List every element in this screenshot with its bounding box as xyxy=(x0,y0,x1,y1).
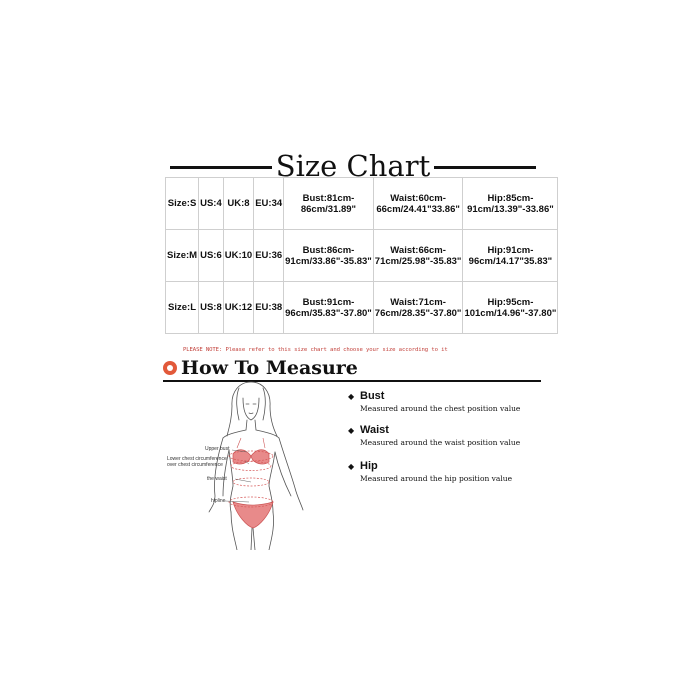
us-size-cell: US:4 xyxy=(199,178,224,230)
diamond-bullet-icon: ◆ xyxy=(348,392,355,401)
bust-cell: Bust:81cm-86cm/31.89" xyxy=(284,178,374,230)
uk-size-cell: UK:12 xyxy=(223,282,253,334)
uk-size-cell: UK:10 xyxy=(223,230,253,282)
hip-description: Measured around the hip position value xyxy=(360,474,513,483)
diamond-bullet-icon: ◆ xyxy=(348,426,355,435)
eu-size-cell: EU:34 xyxy=(254,178,284,230)
upper-bust-label: Upper bust xyxy=(205,446,230,452)
size-cell: Size:S xyxy=(166,178,199,230)
eu-size-cell: EU:36 xyxy=(254,230,284,282)
table-row xyxy=(166,282,558,334)
size-note: PLEASE NOTE: Please refer to this size chart and choose your size according to it xyxy=(183,347,448,353)
circle-bullet-icon xyxy=(163,361,177,375)
waist-cell: Waist:60cm-66cm/24.41"33.86" xyxy=(373,178,463,230)
size-cell: Size:L xyxy=(166,282,199,334)
bust-title: Bust xyxy=(360,390,385,402)
hipline-label: hipline xyxy=(211,498,226,504)
hip-title: Hip xyxy=(360,460,378,472)
waist-cell: Waist:66cm-71cm/25.98"-35.83" xyxy=(373,230,463,282)
waist-cell: Waist:71cm-76cm/28.35"-37.80" xyxy=(373,282,463,334)
bust-cell: Bust:86cm-91cm/33.86"-35.83" xyxy=(284,230,374,282)
hip-cell: Hip:95cm-101cm/14.96"-37.80" xyxy=(463,282,558,334)
over-chest-label: over chest circumference xyxy=(167,462,223,468)
diamond-bullet-icon: ◆ xyxy=(348,462,355,471)
how-to-measure-title: How To Measure xyxy=(181,357,358,379)
waist-description: Measured around the waist position value xyxy=(360,438,521,447)
waist-label: the waist xyxy=(207,476,227,482)
us-size-cell: US:6 xyxy=(199,230,224,282)
lower-chest-label: Lower chest circumference xyxy=(167,456,227,462)
bust-description: Measured around the chest position value xyxy=(360,404,521,413)
size-table xyxy=(165,177,558,334)
hip-cell: Hip:85cm-91cm/13.39"-33.86" xyxy=(463,178,558,230)
hip-cell: Hip:91cm-96cm/14.17"35.83" xyxy=(463,230,558,282)
us-size-cell: US:8 xyxy=(199,282,224,334)
size-cell: Size:M xyxy=(166,230,199,282)
table-row xyxy=(166,178,558,230)
waist-title: Waist xyxy=(360,424,389,436)
eu-size-cell: EU:38 xyxy=(254,282,284,334)
page-title: Size Chart xyxy=(272,149,434,183)
bust-cell: Bust:91cm-96cm/35.83"-37.80" xyxy=(284,282,374,334)
uk-size-cell: UK:8 xyxy=(223,178,253,230)
body-measure-illustration xyxy=(165,378,335,550)
table-row xyxy=(166,230,558,282)
